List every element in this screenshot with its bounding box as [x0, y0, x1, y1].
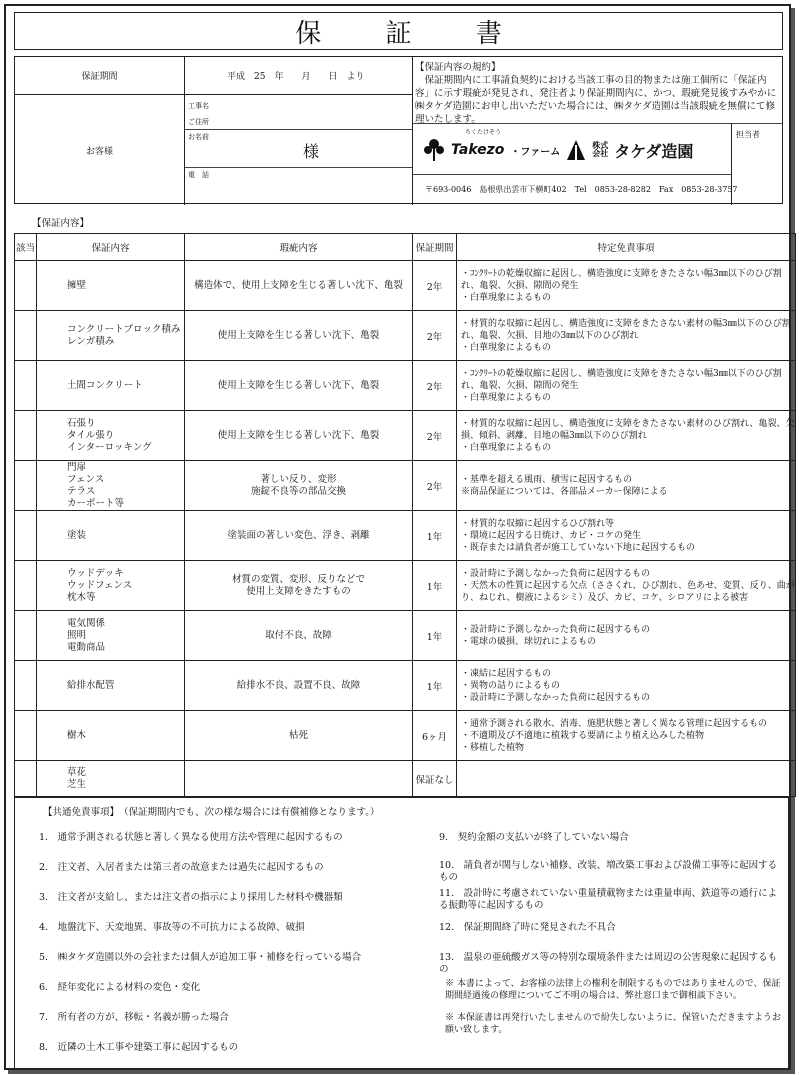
common-item: 12. 保証期間終了時に発見された不具合	[439, 922, 616, 933]
defect-cell: 構造体で、使用上支障を生じる著しい沈下、亀裂	[185, 261, 413, 311]
table-row	[15, 461, 796, 511]
document-title-text: 保 証 書	[295, 18, 530, 49]
item-cell: 給排水配管	[37, 661, 185, 711]
section-label: 【保証内容】	[32, 218, 90, 229]
common-item: 6. 経年変化による材料の変色・変化	[39, 982, 201, 993]
terms-title: 【保証内容の規約】	[415, 62, 501, 73]
logo-farm: ・ファーム	[510, 146, 561, 158]
common-item: 13. 温泉の亜硫酸ガス等の特別な環境条件または周辺の公害現象に起因するもの	[439, 952, 778, 975]
logo-kabushiki: 株式 会社	[592, 141, 609, 158]
warranty-table	[14, 233, 796, 797]
defect-cell: 使用上支障を生じる著しい沈下、亀裂	[185, 411, 413, 461]
common-item: 9. 契約金額の支払いが終了していない場合	[439, 832, 629, 843]
period-cell: 2年	[413, 361, 457, 411]
exclusion-cell: ・基準を超える風雨、積雪に起因するもの ※商品保証については、各部品メーカー保障による	[457, 461, 796, 511]
applicable-cell[interactable]	[15, 561, 37, 611]
terms-body: 保証期間内に工事請負契約における当該工事の目的物または施工個所に「保証内容」に示す瑕疵が発見され、発注者より保証期間内に、かつ、瑕疵発見後すみやかに㈱タケダ造園にお申し出いただいた場合には、㈱タケダ造園は当該瑕疵を無償にて修理いたします。	[415, 75, 777, 125]
address-label: ご住所	[188, 118, 209, 126]
phone-label: 電 話	[188, 171, 209, 179]
common-item: 8. 近隣の土木工事や建築工事に起因するもの	[39, 1042, 239, 1053]
common-note: ※ 本書によって、お客様の法律上の権利を制限するものではありませんので、保証期間経過後の修理についてご不明の場合は、弊社窓口まで御相談下さい。	[445, 979, 781, 1001]
defect-cell: 給排水不良、設置不良、故障	[185, 661, 413, 711]
common-item: 4. 地盤沈下、天変地異、事故等の不可抗力による故障、破損	[39, 922, 305, 933]
item-cell: 擁壁	[37, 261, 185, 311]
exclusion-cell: ・設計時に予測しなかった負荷に起因するもの ・天然木の性質に起因する欠点（ささくれ、ひび割れ、色あせ、変質、反り、曲がり、ねじれ、樹液によるシミ）及び、カビ、コケ、シロアリによる被害	[457, 561, 796, 611]
table-row	[15, 711, 796, 761]
item-cell: ウッドデッキ ウッドフェンス 枕木等	[37, 561, 185, 611]
customer-fields	[185, 95, 413, 205]
exclusion-cell: ・材質的な収縮に起因し、構造強度に支障をきたさない素材の幅3㎜以下のひび割れ、亀裂、欠損、目地の3㎜以下のひび割れ ・白華現象によるもの	[457, 311, 796, 361]
period-cell: 6ヶ月	[413, 711, 457, 761]
logo-takezo: Takezo	[451, 142, 505, 158]
info-block	[14, 56, 783, 204]
period-cell: 保証なし	[413, 761, 457, 797]
header-item: 保証内容	[37, 234, 185, 261]
defect-cell: 塗装面の著しい変色、浮き、剥離	[185, 511, 413, 561]
defect-cell: 取付不良、故障	[185, 611, 413, 661]
applicable-cell[interactable]	[15, 311, 37, 361]
defect-cell: 材質の変質、変形、反りなどで 使用上支障をきたすもの	[185, 561, 413, 611]
common-item: 7. 所有者の方が、移転・名義が勝った場合	[39, 1012, 229, 1023]
period-cell: 1年	[413, 611, 457, 661]
table-row	[15, 761, 796, 797]
applicable-cell[interactable]	[15, 761, 37, 797]
item-cell: コンクリートブロック積み レンガ積み	[37, 311, 185, 361]
logo-takeda: タケダ造園	[614, 141, 694, 161]
exclusion-cell: ・ｺﾝｸﾘｰﾄの乾燥収縮に起因し、構造強度に支障をきたさない幅3㎜以下のひび割れ、亀裂、欠損、隙間の発生 ・白華現象によるもの	[457, 261, 796, 311]
defect-cell: 著しい反り、変形 施錠不良等の部品交換	[185, 461, 413, 511]
defect-cell: 使用上支障を生じる著しい沈下、亀裂	[185, 361, 413, 411]
table-row	[15, 661, 796, 711]
period-cell: 2年	[413, 261, 457, 311]
terms-block	[415, 61, 780, 126]
table-row	[15, 561, 796, 611]
exclusion-cell: ・材質的な収縮に起因し、構造強度に支障をきたさない素材のひび割れ、亀裂、欠損、傾斜、剥離、目地の幅3㎜以下のひび割れ ・白華現象によるもの	[457, 411, 796, 461]
applicable-cell[interactable]	[15, 711, 37, 761]
common-item: 5. ㈱タケダ造園以外の会社または個人が追加工事・補修を行っている場合	[39, 952, 362, 963]
period-value: 平成 25 年 月 日 より	[185, 57, 413, 95]
period-cell: 2年	[413, 461, 457, 511]
tree-logo-icon	[423, 138, 445, 162]
applicable-cell[interactable]	[15, 261, 37, 311]
common-title: 【共通免責事項】 （保証期間内でも、次の様な場合には有償補修となります。）	[43, 807, 380, 818]
exclusion-cell: ・通常予測される散水、消毒、施肥状態と著しく異なる管理に起因するもの ・不適期及び不適地に植栽する要請により植え込みした植物 ・移植した植物	[457, 711, 796, 761]
item-cell: 石張り タイル張り インターロッキング	[37, 411, 185, 461]
company-logos	[423, 135, 723, 165]
company-address: 〒693-0046 島根県出雲市下横町402 Tel 0853-28-8282 Fax 0853-28-3757	[425, 185, 738, 194]
common-exclusions	[14, 797, 789, 1069]
table-row	[15, 311, 796, 361]
exclusion-cell: ・凍結に起因するもの ・異物の詰りによるもの ・設計時に予測しなかった負荷に起因するもの	[457, 661, 796, 711]
table-row	[15, 361, 796, 411]
applicable-cell[interactable]	[15, 361, 37, 411]
table-row	[15, 261, 796, 311]
item-cell: 塗装	[37, 511, 185, 561]
period-cell: 1年	[413, 561, 457, 611]
divider	[413, 123, 783, 124]
work-name-label: 工事名	[188, 102, 209, 110]
bamboo-logo-icon	[566, 139, 586, 161]
applicable-cell[interactable]	[15, 611, 37, 661]
header-applicable: 該当	[15, 234, 37, 261]
common-item: 1. 通常予測される状態と著しく異なる使用方法や管理に起因するもの	[39, 832, 343, 843]
warranty-sheet	[4, 4, 795, 1070]
sama-text: 様	[303, 142, 320, 161]
item-cell: 草花 芝生	[37, 761, 185, 797]
defect-cell: 枯死	[185, 711, 413, 761]
common-note: ※ 本保証書は再発行いたしませんので紛失しないように、保管いただきますようお願い致します。	[445, 1013, 781, 1035]
document-title	[14, 12, 783, 50]
exclusion-cell: ・設計時に予測しなかった負荷に起因するもの ・電球の破損、球切れによるもの	[457, 611, 796, 661]
divider	[185, 129, 412, 130]
applicable-cell[interactable]	[15, 661, 37, 711]
item-cell: 樹木	[37, 711, 185, 761]
item-cell: 土間コンクリート	[37, 361, 185, 411]
name-label: お名前	[188, 133, 209, 141]
exclusion-cell	[457, 761, 796, 797]
period-cell: 2年	[413, 411, 457, 461]
applicable-cell[interactable]	[15, 511, 37, 561]
logo-kana: ちくたけぞう	[465, 129, 502, 136]
exclusion-cell: ・材質的な収縮に起因するひび割れ等 ・環境に起因する日焼け、カビ・コケの発生 ・既存または請負者が施工していない下地に起因するもの	[457, 511, 796, 561]
item-cell: 門扉 フェンス テラス カーポート等	[37, 461, 185, 511]
applicable-cell[interactable]	[15, 461, 37, 511]
defect-cell	[185, 761, 413, 797]
period-cell: 1年	[413, 661, 457, 711]
warranty-table-body	[15, 261, 796, 797]
exclusion-cell: ・ｺﾝｸﾘｰﾄの乾燥収縮に起因し、構造強度に支障をきたさない幅3㎜以下のひび割れ、亀裂、欠損、隙間の発生 ・白華現象によるもの	[457, 361, 796, 411]
common-item: 11. 設計時に考慮されていない重量積載物または重量車両、鉄道等の通行による振動等に起因するもの	[439, 888, 778, 911]
common-item: 2. 注文者、入居者または第三者の故意または過失に起因するもの	[39, 862, 324, 873]
table-row	[15, 511, 796, 561]
common-item: 10. 請負者が関与しない補修、改装、増改築工事および設備工事等に起因するもの	[439, 860, 778, 883]
header-defect: 瑕疵内容	[185, 234, 413, 261]
divider	[413, 174, 731, 175]
customer-label: お客様	[15, 95, 185, 205]
divider	[185, 167, 412, 168]
table-row	[15, 611, 796, 661]
applicable-cell[interactable]	[15, 411, 37, 461]
table-row	[15, 411, 796, 461]
header-exclusions: 特定免責事項	[457, 234, 796, 261]
period-cell: 2年	[413, 311, 457, 361]
defect-cell: 使用上支障を生じる著しい沈下、亀裂	[185, 311, 413, 361]
item-cell: 電気関係 照明 電動商品	[37, 611, 185, 661]
period-cell: 1年	[413, 511, 457, 561]
common-item: 3. 注文者が支給し、または注文者の指示により採用した材料や機器類	[39, 892, 343, 903]
person-label: 担当者	[736, 130, 760, 139]
period-label: 保証期間	[15, 57, 185, 95]
person-box	[731, 123, 784, 205]
header-period: 保証期間	[413, 234, 457, 261]
